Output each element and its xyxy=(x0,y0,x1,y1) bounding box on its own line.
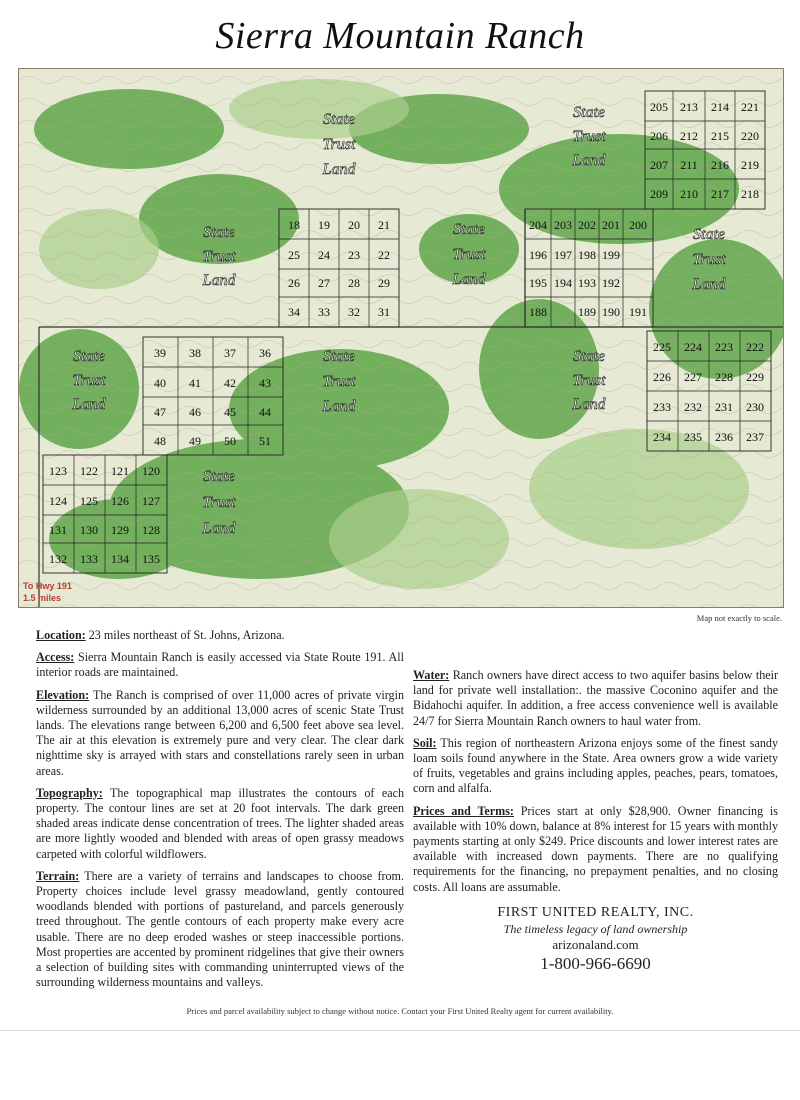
svg-text:232: 232 xyxy=(684,400,702,414)
svg-text:222: 222 xyxy=(746,340,764,354)
svg-text:Land: Land xyxy=(72,396,106,413)
svg-text:20: 20 xyxy=(348,218,360,232)
svg-text:28: 28 xyxy=(348,276,360,290)
svg-text:37: 37 xyxy=(224,346,236,360)
svg-text:44: 44 xyxy=(259,405,271,419)
soil-paragraph xyxy=(413,736,778,797)
svg-text:236: 236 xyxy=(715,430,733,444)
svg-text:Trust: Trust xyxy=(572,372,606,389)
svg-text:Trust: Trust xyxy=(692,251,726,268)
svg-text:127: 127 xyxy=(142,494,160,508)
svg-text:46: 46 xyxy=(189,405,201,419)
svg-text:193: 193 xyxy=(578,276,596,290)
svg-text:216: 216 xyxy=(711,158,729,172)
terrain-paragraph xyxy=(36,869,404,991)
company-tagline: The timeless legacy of land ownership xyxy=(503,921,688,936)
svg-text:Land: Land xyxy=(322,161,356,178)
svg-text:41: 41 xyxy=(189,376,201,390)
svg-text:42: 42 xyxy=(224,376,236,390)
svg-text:198: 198 xyxy=(578,248,596,262)
svg-text:201: 201 xyxy=(602,218,620,232)
svg-text:194: 194 xyxy=(554,276,572,290)
svg-text:39: 39 xyxy=(154,346,166,360)
svg-text:135: 135 xyxy=(142,552,160,566)
svg-text:131: 131 xyxy=(49,523,67,537)
svg-text:234: 234 xyxy=(653,430,671,444)
svg-text:40: 40 xyxy=(154,376,166,390)
svg-text:133: 133 xyxy=(80,552,98,566)
svg-text:48: 48 xyxy=(154,434,166,448)
svg-text:State: State xyxy=(693,226,725,243)
svg-text:199: 199 xyxy=(602,248,620,262)
soil-label: Soil: xyxy=(413,735,437,750)
svg-text:126: 126 xyxy=(111,494,129,508)
svg-text:19: 19 xyxy=(318,218,330,232)
svg-text:32: 32 xyxy=(348,305,360,319)
svg-text:120: 120 xyxy=(142,464,160,478)
svg-text:State: State xyxy=(453,221,485,238)
svg-text:To Hwy 191: To Hwy 191 xyxy=(23,581,72,591)
svg-text:47: 47 xyxy=(154,405,166,419)
svg-text:121: 121 xyxy=(111,464,129,478)
svg-text:191: 191 xyxy=(629,305,647,319)
topographic-map xyxy=(18,68,784,608)
svg-text:220: 220 xyxy=(741,129,759,143)
svg-text:43: 43 xyxy=(259,376,271,390)
svg-text:217: 217 xyxy=(711,187,729,201)
svg-text:State: State xyxy=(203,224,235,241)
svg-text:202: 202 xyxy=(578,218,596,232)
svg-text:235: 235 xyxy=(684,430,702,444)
svg-text:23: 23 xyxy=(348,248,360,262)
svg-text:State: State xyxy=(573,348,605,365)
svg-text:State: State xyxy=(203,468,235,485)
svg-text:211: 211 xyxy=(680,158,698,172)
page-bottom-rule xyxy=(0,1030,800,1031)
access-text: Sierra Mountain Ranch is easily accessed via State Route 191. All interior roads are maintained. xyxy=(36,650,404,680)
svg-text:45: 45 xyxy=(224,405,236,419)
svg-text:25: 25 xyxy=(288,248,300,262)
svg-text:204: 204 xyxy=(529,218,547,232)
svg-text:Trust: Trust xyxy=(322,136,356,153)
svg-text:Trust: Trust xyxy=(322,373,356,390)
svg-text:49: 49 xyxy=(189,434,201,448)
svg-text:134: 134 xyxy=(111,552,129,566)
svg-text:218: 218 xyxy=(741,187,759,201)
svg-text:State: State xyxy=(573,104,605,121)
right-column xyxy=(413,668,778,972)
elevation-label: Elevation: xyxy=(36,687,90,702)
svg-text:219: 219 xyxy=(741,158,759,172)
svg-text:190: 190 xyxy=(602,305,620,319)
svg-text:27: 27 xyxy=(318,276,330,290)
topography-text: The topographical map illustrates the contours of each property. The contour lines are set at 20 foot intervals. The dark green shaded areas indicate dense concentration of trees. The lighter shaded areas are more lightly wooded and blended with areas of open grassy meadows carpeted with colorful wildflowers. xyxy=(36,785,405,861)
svg-text:Land: Land xyxy=(202,272,236,289)
svg-text:210: 210 xyxy=(680,187,698,201)
svg-text:State: State xyxy=(73,348,105,365)
svg-text:130: 130 xyxy=(80,523,98,537)
svg-text:226: 226 xyxy=(653,370,671,384)
svg-text:209: 209 xyxy=(650,187,668,201)
svg-text:34: 34 xyxy=(288,305,300,319)
svg-text:State: State xyxy=(323,348,355,365)
svg-text:Land: Land xyxy=(572,396,606,413)
svg-text:Trust: Trust xyxy=(72,372,106,389)
svg-text:230: 230 xyxy=(746,400,764,414)
svg-text:26: 26 xyxy=(288,276,300,290)
svg-text:203: 203 xyxy=(554,218,572,232)
svg-text:24: 24 xyxy=(318,248,330,262)
svg-text:221: 221 xyxy=(741,100,759,114)
prices-label: Prices and Terms: xyxy=(413,803,514,818)
location-paragraph xyxy=(36,628,404,643)
company-website[interactable]: arizonaland.com xyxy=(552,936,639,952)
svg-text:132: 132 xyxy=(49,552,67,566)
left-column xyxy=(36,628,404,997)
svg-text:123: 123 xyxy=(49,464,67,478)
svg-text:227: 227 xyxy=(684,370,702,384)
company-name: FIRST UNITED REALTY, INC. xyxy=(497,904,694,920)
contact-block xyxy=(413,905,778,972)
svg-text:38: 38 xyxy=(189,346,201,360)
svg-text:18: 18 xyxy=(288,218,300,232)
svg-text:237: 237 xyxy=(746,430,764,444)
prices-paragraph xyxy=(413,804,778,895)
water-text: Ranch owners have direct access to two aquifer basins below their land for private well installation:. the massive Coconino aquifer and the Bidahochi aquifer. In addition, a free access convenience well is available 24/7 for Sierra Mountain Ranch owners to haul water from. xyxy=(413,668,778,728)
svg-text:31: 31 xyxy=(378,305,390,319)
topography-paragraph xyxy=(36,786,404,862)
elevation-text: The Ranch is comprised of over 11,000 acres of private virgin wilderness surrounded by an additional 13,000 acres of scenic State Trust lands. The elevations range between 6,200 and 6,500 feet above sea level. The air at this elevation is extremely pure and very clear. The clear dark nighttime sky is arrayed with stars and constellations rarely seen in urban areas. xyxy=(36,687,404,778)
svg-text:215: 215 xyxy=(711,129,729,143)
svg-text:50: 50 xyxy=(224,434,236,448)
svg-text:224: 224 xyxy=(684,340,702,354)
svg-text:206: 206 xyxy=(650,129,668,143)
svg-text:196: 196 xyxy=(529,248,547,262)
elevation-paragraph xyxy=(36,688,404,779)
svg-text:21: 21 xyxy=(378,218,390,232)
water-paragraph xyxy=(413,668,778,729)
svg-text:197: 197 xyxy=(554,248,572,262)
access-label: Access: xyxy=(36,650,75,665)
svg-text:22: 22 xyxy=(378,248,390,262)
svg-text:1.5 miles: 1.5 miles xyxy=(23,593,62,603)
svg-text:207: 207 xyxy=(650,158,668,172)
company-phone[interactable]: 1-800-966-6690 xyxy=(540,953,651,973)
footer-disclaimer: Prices and parcel availability subject to change without notice. Contact your First United Realty agent for current availability. xyxy=(186,1006,614,1016)
svg-text:36: 36 xyxy=(259,346,271,360)
svg-text:188: 188 xyxy=(529,305,547,319)
svg-text:212: 212 xyxy=(680,129,698,143)
access-paragraph xyxy=(36,650,404,680)
svg-text:192: 192 xyxy=(602,276,620,290)
svg-text:51: 51 xyxy=(259,434,271,448)
svg-text:124: 124 xyxy=(49,494,67,508)
svg-text:Land: Land xyxy=(572,152,606,169)
svg-text:223: 223 xyxy=(715,340,733,354)
svg-text:233: 233 xyxy=(653,400,671,414)
terrain-label: Terrain: xyxy=(36,868,80,883)
location-text: 23 miles northeast of St. Johns, Arizona. xyxy=(88,628,285,642)
svg-text:214: 214 xyxy=(711,100,729,114)
svg-text:189: 189 xyxy=(578,305,596,319)
svg-text:213: 213 xyxy=(680,100,698,114)
svg-text:200: 200 xyxy=(629,218,647,232)
svg-text:228: 228 xyxy=(715,370,733,384)
svg-text:Trust: Trust xyxy=(202,248,236,265)
svg-text:125: 125 xyxy=(80,494,98,508)
svg-text:State: State xyxy=(323,111,355,128)
map-scale-note: Map not exactly to scale. xyxy=(696,613,782,623)
svg-text:129: 129 xyxy=(111,523,129,537)
svg-text:33: 33 xyxy=(318,305,330,319)
topography-label: Topography: xyxy=(36,785,103,800)
svg-text:205: 205 xyxy=(650,100,668,114)
svg-text:Trust: Trust xyxy=(202,494,236,511)
svg-text:29: 29 xyxy=(378,276,390,290)
soil-text: This region of northeastern Arizona enjoys some of the finest sandy loam soils found anywhere in the State. Area owners grow a wide variety of fruits, vegetables and grains including apples, peaches, pears, tomatoes, corn and alfalfa. xyxy=(413,735,778,796)
page-title: Sierra Mountain Ranch xyxy=(215,15,585,57)
svg-text:231: 231 xyxy=(715,400,733,414)
svg-text:Land: Land xyxy=(202,520,236,537)
svg-text:Trust: Trust xyxy=(572,128,606,145)
svg-text:229: 229 xyxy=(746,370,764,384)
prices-text: Prices start at only $28,900. Owner financing is available with 10% down, balance at 8% interest for 15 years with monthly payments starting at only $249. Price discounts and lower interest rates are available with increased down payments. There are no qualifying requirements for the financing, no prepayment penalties, and no closing costs. All loans are assumable. xyxy=(413,803,778,894)
svg-text:Land: Land xyxy=(452,271,486,288)
svg-text:122: 122 xyxy=(80,464,98,478)
terrain-text: There are a variety of terrains and landscapes to choose from. Property choices include level grassy meadowland, gently contoured woodlands blended with portions of pastureland, and parcels generously treed throughout. The gentle contours of each property make every acre usable. There are no deep eroded washes or steep inaccessible portions. Most properties are accented by prominent ridgelines that give their owners a selection of building sites with commanding uninterrupted views of the surrounding wilderness mountains and valleys. xyxy=(36,868,404,990)
water-label: Water: xyxy=(413,668,450,682)
location-label: Location: xyxy=(36,628,86,642)
svg-text:225: 225 xyxy=(653,340,671,354)
svg-text:128: 128 xyxy=(142,523,160,537)
svg-text:Trust: Trust xyxy=(452,246,486,263)
svg-text:Land: Land xyxy=(692,276,726,293)
svg-text:195: 195 xyxy=(529,276,547,290)
svg-text:Land: Land xyxy=(322,398,356,415)
